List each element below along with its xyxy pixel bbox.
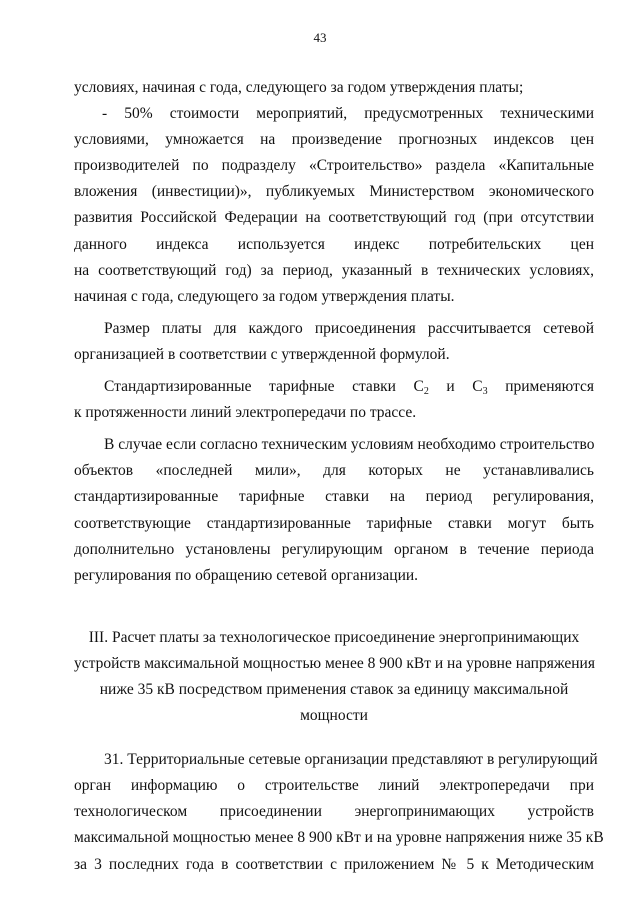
text-line: условиях, начиная с года, следующего за годом утверждения платы; [74,79,524,96]
text-line: В случае если согласно техническим условиям необходимо строительство [104,436,595,454]
heading-line: III. Расчет платы за технологическое присоединение энергопринимающих [88,628,580,646]
text-line: максимальной мощностью менее 8 900 кВт и на уровне напряжения ниже 35 кВ [74,829,604,847]
paragraph-continuation [74,75,594,101]
text-line: Размер платы для каждого присоединения рассчитывается сетевой [104,319,594,337]
text-line: стандартизированные тарифные ставки на период регулирования, [74,488,594,506]
text-line: орган информацию о строительстве линий электропередачи при [74,777,594,795]
heading-line: ниже 35 кВ посредством применения ставок за единицу максимальной [99,680,569,698]
text-line: условиями, умножается на произведение прогнозных индексов цен [74,131,594,149]
text-line: к протяженности линий электропередачи по трассе. [74,404,417,422]
page-number: 43 [313,30,327,45]
paragraph-last-mile [74,432,594,589]
text-fragment: и С [428,378,483,396]
text-line: технологическом присоединении энергопринимающих устройств [74,803,594,821]
text-line: начиная с года, следующего за годом утверждения платы. [74,287,455,305]
text-line: развития Российской Федерации на соответствующий год (при отсутствии [74,209,594,227]
paragraph-tariff-rates [74,374,594,426]
text-line: за 3 последних года в соответствии с приложением № 5 к Методическим [74,855,594,873]
paragraph-bullet-50-percent [74,101,594,310]
text-line: вложения (инвестиции)», публикуемых Министерством экономического [74,183,594,201]
text-line: регулирования по обращению сетевой организации. [74,566,419,584]
text-line: производителей по подразделу «Строительство» раздела «Капитальные [74,157,594,175]
document-body [74,75,604,878]
subscript: 3 [482,386,488,398]
paragraph-payment-size [74,316,594,368]
text-line: организацией в соответствии с утвержденной формулой. [74,345,450,363]
text-line: - 50% стоимости мероприятий, предусмотренных техническими [102,105,594,123]
subscript: 2 [423,386,429,398]
text-line: дополнительно установлены регулирующим органом в течение периода [74,540,594,558]
text-line: объектов «последней мили», для которых не устанавливались [74,462,594,480]
section-heading [74,625,594,729]
text-line: соответствующие стандартизированные тарифные ставки могут быть [74,514,594,532]
paragraph-31 [74,747,604,877]
text-line: данного индекса используется индекс потребительских цен [74,235,594,253]
text-line: на соответствующий год) за период, указанный в технических условиях, [74,261,594,279]
text-fragment: Стандартизированные тарифные ставки С [104,378,424,396]
text-fragment: применяются [487,378,594,396]
text-line [74,374,594,400]
heading-line: устройств максимальной мощностью менее 8 900 кВт и на уровне напряжения [74,654,595,672]
text-line: 31. Территориальные сетевые организации представляют в регулирующий [104,751,598,769]
heading-line: мощности [300,707,368,725]
